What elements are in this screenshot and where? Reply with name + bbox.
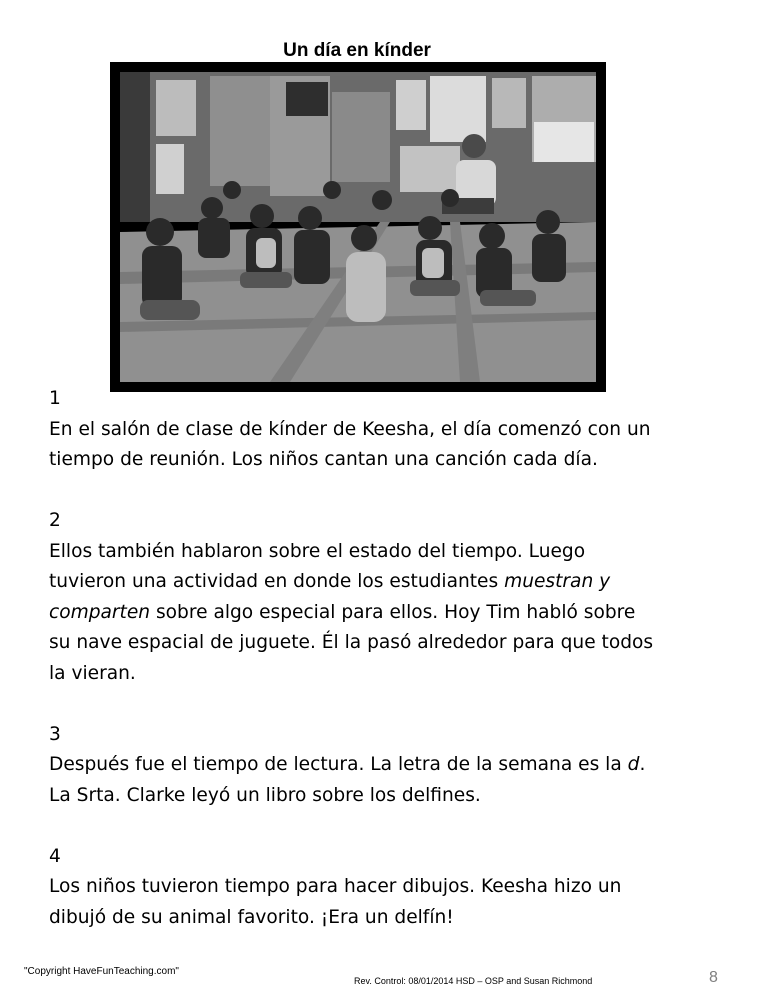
revision-control: Rev. Control: 08/01/2014 HSD – OSP and Susan Richmond — [354, 976, 593, 986]
text-segment: dibujó de su animal favorito. ¡Era un delfín! — [49, 906, 454, 928]
emphasized-text: comparten — [49, 601, 151, 623]
paragraph-line — [49, 628, 739, 659]
text-segment: la vieran. — [49, 662, 136, 684]
paragraph-line — [49, 659, 739, 690]
paragraph-line — [49, 872, 739, 903]
page-number: 8 — [709, 969, 718, 986]
paragraph-number: 1 — [49, 388, 61, 409]
paragraph-line — [49, 537, 739, 568]
paragraph-number: 4 — [49, 845, 61, 867]
paragraph-gap — [49, 811, 739, 842]
text-segment: . — [639, 754, 646, 775]
copyright-notice: "Copyright HaveFunTeaching.com" — [24, 966, 179, 977]
story-text — [49, 384, 739, 933]
emphasized-text: d — [627, 754, 640, 775]
text-segment: La Srta. Clarke leyó un libro sobre los delfines. — [49, 784, 481, 806]
paragraph-line — [49, 567, 739, 598]
classroom-photo — [110, 62, 606, 392]
page-title: Un día en kínder — [283, 40, 431, 61]
paragraph-line — [49, 598, 739, 629]
paragraph-gap — [49, 476, 739, 507]
text-segment: tuvieron una actividad en donde los estudiantes — [49, 571, 505, 592]
paragraph-number: 2 — [49, 510, 61, 531]
text-segment: tiempo de reunión. Los niños cantan una canción cada día. — [49, 449, 598, 470]
paragraph-line — [49, 750, 739, 781]
text-segment: Después fue el tiempo de lectura. La letra de la semana es la — [49, 754, 628, 775]
emphasized-text: muestran y — [504, 571, 611, 592]
paragraph-number: 3 — [49, 723, 61, 745]
paragraph-line — [49, 445, 739, 476]
text-segment: Los niños tuvieron tiempo para hacer dibujos. Keesha hizo un — [49, 876, 622, 897]
paragraph-line — [49, 415, 739, 446]
classroom-photo-image — [120, 72, 596, 382]
text-segment: sobre algo especial para ellos. Hoy Tim habló sobre — [150, 601, 636, 623]
text-segment: En el salón de clase de kínder de Keesha, el día comenzó con un — [49, 418, 651, 440]
text-segment: su nave espacial de juguete. Él la pasó alrededor para que todos — [49, 632, 654, 653]
text-segment: Ellos también hablaron sobre el estado del tiempo. Luego — [49, 540, 586, 562]
paragraph-line — [49, 781, 739, 812]
paragraph-gap — [49, 689, 739, 720]
paragraph-line — [49, 903, 739, 934]
